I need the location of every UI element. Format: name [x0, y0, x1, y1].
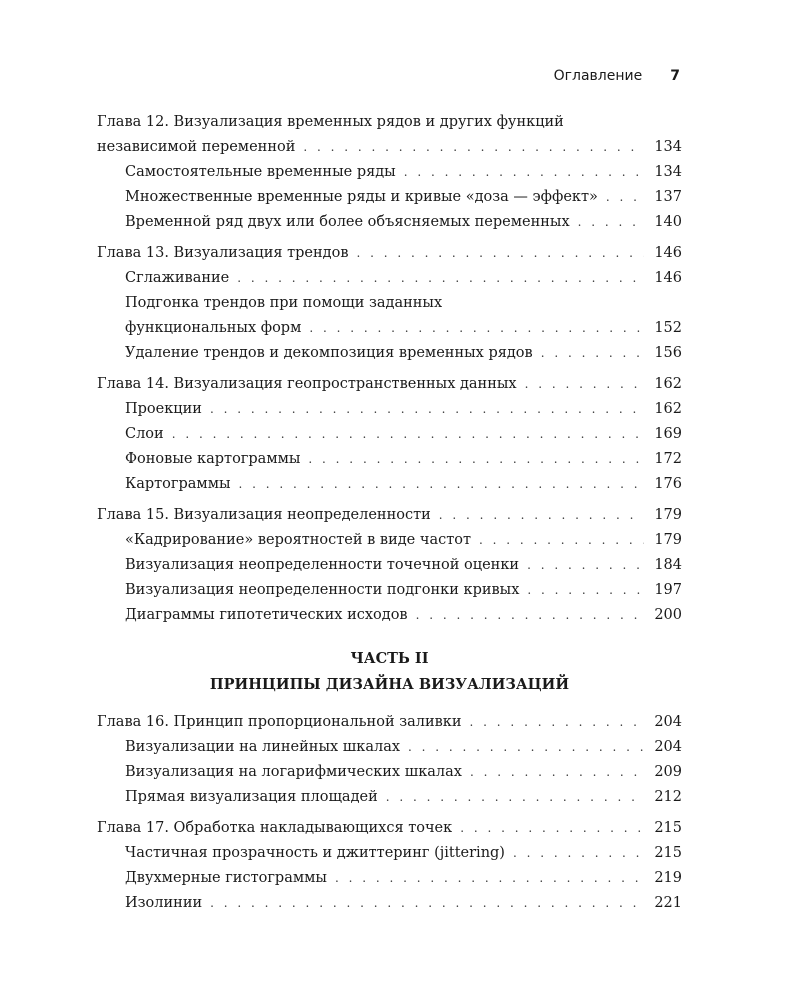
leader-dots	[239, 472, 644, 497]
leader-dots	[309, 316, 644, 341]
leader-dots	[357, 241, 645, 266]
leader-dots	[172, 422, 644, 447]
leader-dots	[416, 603, 644, 628]
page-ref: 212	[654, 789, 682, 805]
toc-chapter-17	[97, 816, 682, 916]
page-ref: 156	[654, 345, 682, 361]
page-ref: 219	[654, 870, 682, 886]
leader-dots	[460, 816, 644, 841]
section-entry[interactable]	[97, 578, 682, 603]
leader-dots	[237, 266, 644, 291]
section-entry[interactable]	[97, 316, 682, 341]
leader-dots	[303, 135, 644, 160]
chapter-title: Глава 16. Принцип пропорциональной заливки	[97, 714, 462, 730]
page-ref: 162	[654, 401, 682, 417]
page-ref: 146	[654, 245, 682, 261]
chapter-entry[interactable]	[97, 241, 682, 266]
section-entry[interactable]	[97, 735, 682, 760]
page-ref: 146	[654, 270, 682, 286]
chapter-entry[interactable]	[97, 503, 682, 528]
toc-chapter-14	[97, 372, 682, 497]
chapter-entry[interactable]	[97, 135, 682, 160]
page-ref: 134	[654, 164, 682, 180]
leader-dots	[513, 841, 644, 866]
page-ref: 172	[654, 451, 682, 467]
chapter-title: Глава 15. Визуализация неопределенности	[97, 507, 431, 523]
section-title: Диаграммы гипотетических исходов	[125, 607, 408, 623]
leader-dots	[541, 341, 644, 366]
section-title: Картограммы	[125, 476, 231, 492]
section-title: Проекции	[125, 401, 202, 417]
section-title: «Кадрирование» вероятностей в виде частот	[125, 532, 471, 548]
section-entry[interactable]	[97, 160, 682, 185]
section-entry[interactable]	[97, 603, 682, 628]
chapter-entry[interactable]	[97, 372, 682, 397]
page-ref: 204	[654, 714, 682, 730]
chapter-entry[interactable]	[97, 710, 682, 735]
page-ref: 179	[654, 532, 682, 548]
section-title: Визуализация неопределенности подгонки кривых	[125, 582, 520, 598]
section-entry[interactable]	[97, 841, 682, 866]
leader-dots	[470, 710, 644, 735]
section-entry[interactable]	[97, 447, 682, 472]
section-entry[interactable]	[97, 760, 682, 785]
section-title: Визуализация на логарифмических шкалах	[125, 764, 462, 780]
section-entry[interactable]	[97, 185, 682, 210]
chapter-entry[interactable]	[97, 816, 682, 841]
page-ref: 184	[654, 557, 682, 573]
leader-dots	[470, 760, 644, 785]
section-entry[interactable]	[97, 866, 682, 891]
leader-dots	[527, 578, 644, 603]
section-entry[interactable]	[97, 472, 682, 497]
section-title: Множественные временные ряды и кривые «доза — эффект»	[125, 189, 598, 205]
page-ref: 137	[654, 189, 682, 205]
section-title: Двухмерные гистограммы	[125, 870, 327, 886]
toc-chapter-16	[97, 710, 682, 810]
section-title: Визуализации на линейных шкалах	[125, 739, 401, 755]
leader-dots	[439, 503, 644, 528]
page-ref: 140	[654, 214, 682, 230]
section-entry[interactable]	[97, 266, 682, 291]
section-entry[interactable]	[97, 210, 682, 235]
page-ref: 215	[654, 845, 682, 861]
page-ref: 179	[654, 507, 682, 523]
page-number: 7	[670, 68, 680, 84]
section-entry[interactable]	[97, 341, 682, 366]
chapter-title: Глава 14. Визуализация геопространственных данных	[97, 376, 517, 392]
section-title: Слои	[125, 426, 164, 442]
leader-dots	[606, 185, 644, 210]
page-ref: 200	[654, 607, 682, 623]
table-of-contents	[97, 110, 682, 922]
section-title: Временной ряд двух или более объясняемых переменных	[125, 214, 570, 230]
page-ref: 162	[654, 376, 682, 392]
leader-dots	[578, 210, 644, 235]
section-title: Частичная прозрачность и джиттеринг (jittering)	[125, 845, 505, 861]
page-ref: 176	[654, 476, 682, 492]
leader-dots	[210, 397, 644, 422]
leader-dots	[404, 160, 644, 185]
section-entry[interactable]	[97, 397, 682, 422]
part-heading	[97, 646, 682, 698]
leader-dots	[527, 553, 644, 578]
chapter-title-line1[interactable]: Глава 12. Визуализация временных рядов и других функций	[97, 114, 564, 130]
section-title: функциональных форм	[125, 320, 302, 336]
part-label: ЧАСТЬ II	[350, 650, 429, 667]
section-title: Изолинии	[125, 895, 203, 911]
page-ref: 134	[654, 139, 682, 155]
leader-dots	[408, 735, 644, 760]
section-entry[interactable]	[97, 891, 682, 916]
header-title: Оглавление	[553, 68, 643, 84]
toc-chapter-15	[97, 503, 682, 628]
section-title: Сглаживание	[125, 270, 230, 286]
leader-dots	[479, 528, 644, 553]
page-ref: 152	[654, 320, 682, 336]
section-title: Самостоятельные временные ряды	[125, 164, 396, 180]
page-ref: 197	[654, 582, 682, 598]
toc-chapter-13	[97, 241, 682, 366]
section-entry[interactable]	[97, 785, 682, 810]
section-entry[interactable]	[97, 528, 682, 553]
leader-dots	[525, 372, 644, 397]
page-ref: 221	[654, 895, 682, 911]
page-ref: 215	[654, 820, 682, 836]
leader-dots	[308, 447, 644, 472]
page-ref: 209	[654, 764, 682, 780]
page-ref: 169	[654, 426, 682, 442]
running-header	[554, 68, 680, 84]
page-ref: 204	[654, 739, 682, 755]
section-title-line1[interactable]: Подгонка трендов при помощи заданных	[125, 295, 443, 311]
chapter-title-line2: независимой переменной	[97, 139, 296, 155]
leader-dots	[335, 866, 644, 891]
chapter-title: Глава 13. Визуализация трендов	[97, 245, 349, 261]
section-title: Визуализация неопределенности точечной оценки	[125, 557, 520, 573]
chapter-title: Глава 17. Обработка накладывающихся точек	[97, 820, 453, 836]
section-title: Фоновые картограммы	[125, 451, 301, 467]
section-title: Удаление трендов и декомпозиция временных рядов	[125, 345, 533, 361]
section-entry[interactable]	[97, 422, 682, 447]
section-title: Прямая визуализация площадей	[125, 789, 378, 805]
toc-chapter-12	[97, 110, 682, 235]
leader-dots	[386, 785, 644, 810]
section-entry[interactable]	[97, 553, 682, 578]
leader-dots	[210, 891, 644, 916]
part-title: ПРИНЦИПЫ ДИЗАЙНА ВИЗУАЛИЗАЦИЙ	[209, 676, 570, 693]
